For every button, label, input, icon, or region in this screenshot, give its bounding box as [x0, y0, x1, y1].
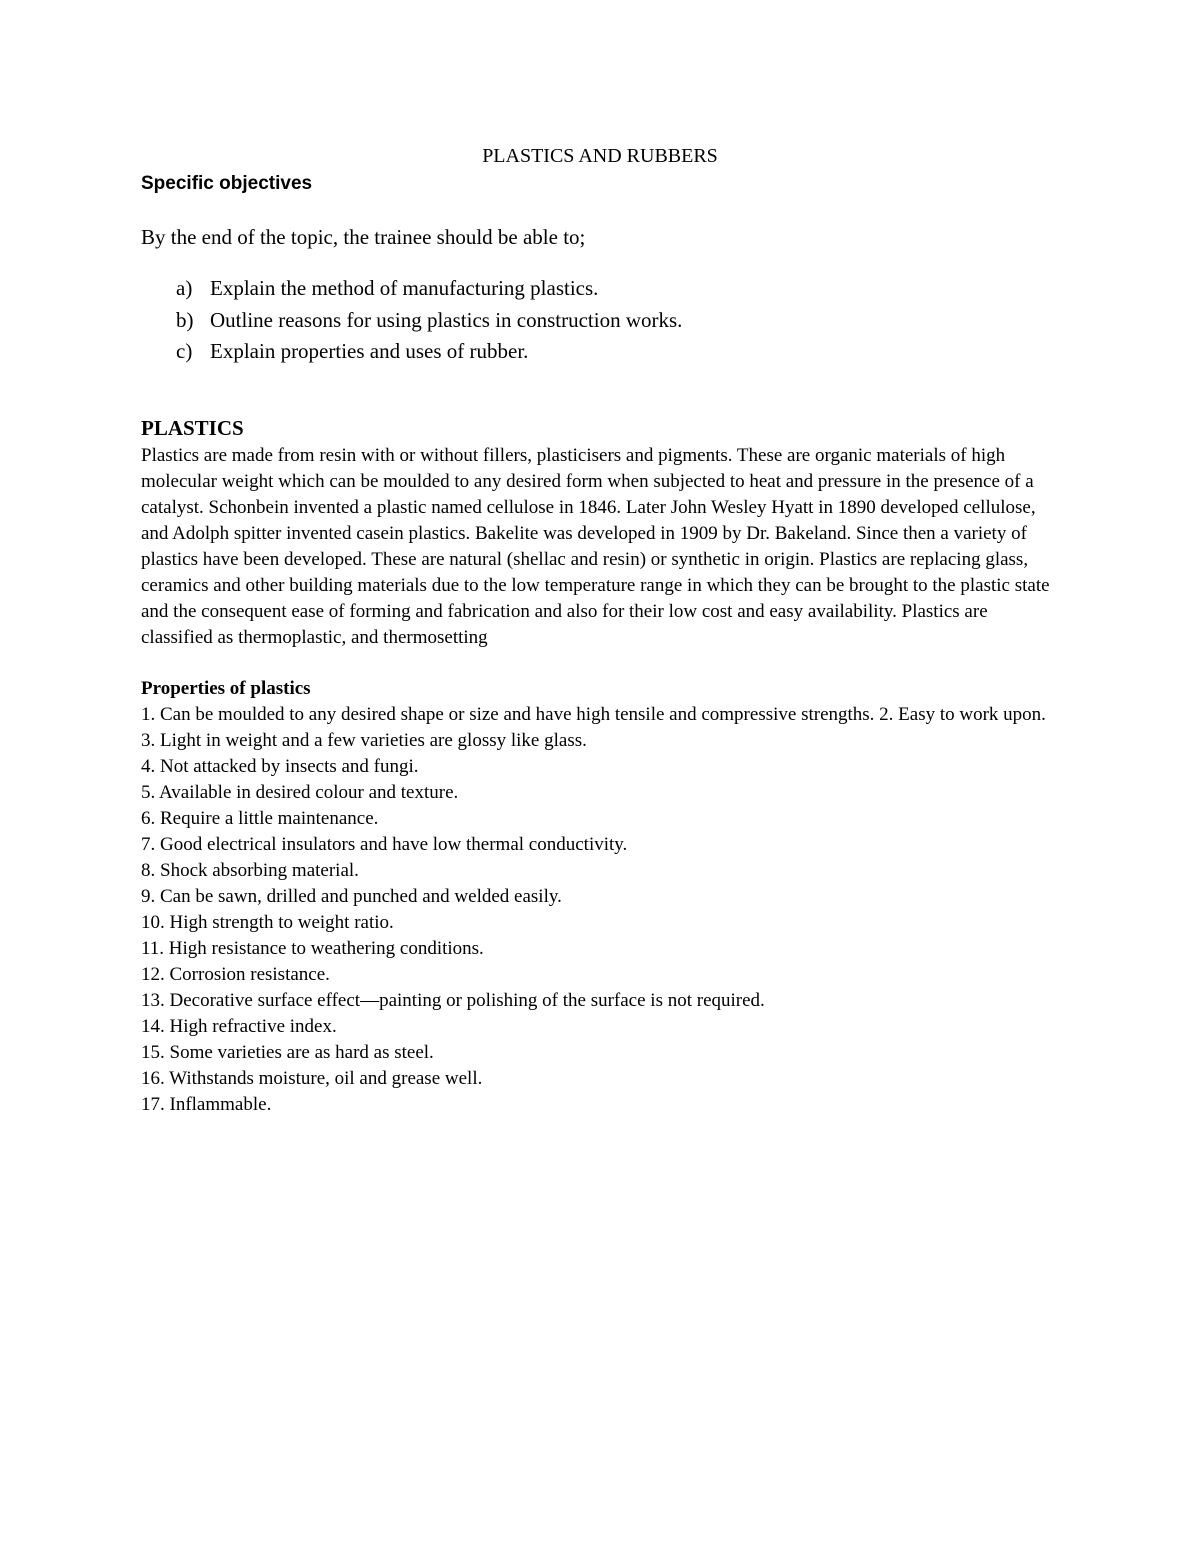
properties-heading: Properties of plastics — [141, 678, 311, 699]
objective-item — [141, 273, 682, 305]
plastics-heading: PLASTICS — [141, 416, 244, 440]
property-item: 7. Good electrical insulators and have low thermal conductivity. — [141, 834, 628, 855]
property-item: 9. Can be sawn, drilled and punched and welded easily. — [141, 886, 562, 907]
objective-marker: c) — [176, 339, 193, 363]
properties-list — [141, 702, 1061, 1118]
property-item: 8. Shock absorbing material. — [141, 860, 359, 881]
property-item: 3. Light in weight and a few varieties are glossy like glass. — [141, 730, 587, 751]
property-item: 17. Inflammable. — [141, 1094, 272, 1115]
property-item: 15. Some varieties are as hard as steel. — [141, 1042, 434, 1063]
property-item: 11. High resistance to weathering conditions. — [141, 938, 484, 959]
objective-marker: b) — [176, 307, 194, 332]
property-item: 4. Not attacked by insects and fungi. — [141, 756, 419, 777]
property-item: 12. Corrosion resistance. — [141, 964, 330, 985]
objectives-list — [141, 273, 682, 368]
objective-marker: a) — [176, 276, 193, 300]
plastics-paragraph: Plastics are made from resin with or without fillers, plasticisers and pigments. These are organic materials of high molecular weight which can be moulded to any desired form when subjected to heat and pressure in the presence of a catalyst. Schonbein invented a plastic named cellulose in 1846. Later John Wesley Hyatt in 1890 developed cellulose, and Adolph spitter invented casein plastics. Bakelite was developed in 1909 by Dr. Bakeland. Since then a variety of plastics have been developed. These are natural (shellac and resin) or synthetic in origin. Plastics are replacing glass, ceramics and other building materials due to the low temperature range in which they can be brought to the plastic state and the consequent ease of forming and fabrication and also for their low cost and easy availability. Plastics are classified as thermoplastic, and thermosetting — [141, 445, 1050, 648]
property-item: 6. Require a little maintenance. — [141, 808, 379, 829]
intro-sentence: By the end of the topic, the trainee should be able to; — [141, 225, 586, 249]
document-title: PLASTICS AND RUBBERS — [482, 145, 718, 167]
property-item: 14. High refractive index. — [141, 1016, 337, 1037]
objective-item — [141, 305, 682, 337]
property-item: 16. Withstands moisture, oil and grease well. — [141, 1068, 483, 1089]
property-item: 13. Decorative surface effect—painting or polishing of the surface is not required. — [141, 990, 765, 1011]
specific-objectives-heading: Specific objectives — [141, 173, 313, 194]
objective-text: Explain the method of manufacturing plastics. — [210, 276, 599, 300]
objective-item — [141, 336, 682, 368]
property-item: 5. Available in desired colour and texture. — [141, 782, 459, 803]
objective-text: Outline reasons for using plastics in construction works. — [210, 307, 683, 332]
property-item: 10. High strength to weight ratio. — [141, 912, 394, 933]
objective-text: Explain properties and uses of rubber. — [210, 339, 529, 363]
property-item: 1. Can be moulded to any desired shape or size and have high tensile and compressive strengths. 2. Easy to work upon. — [141, 704, 1046, 725]
